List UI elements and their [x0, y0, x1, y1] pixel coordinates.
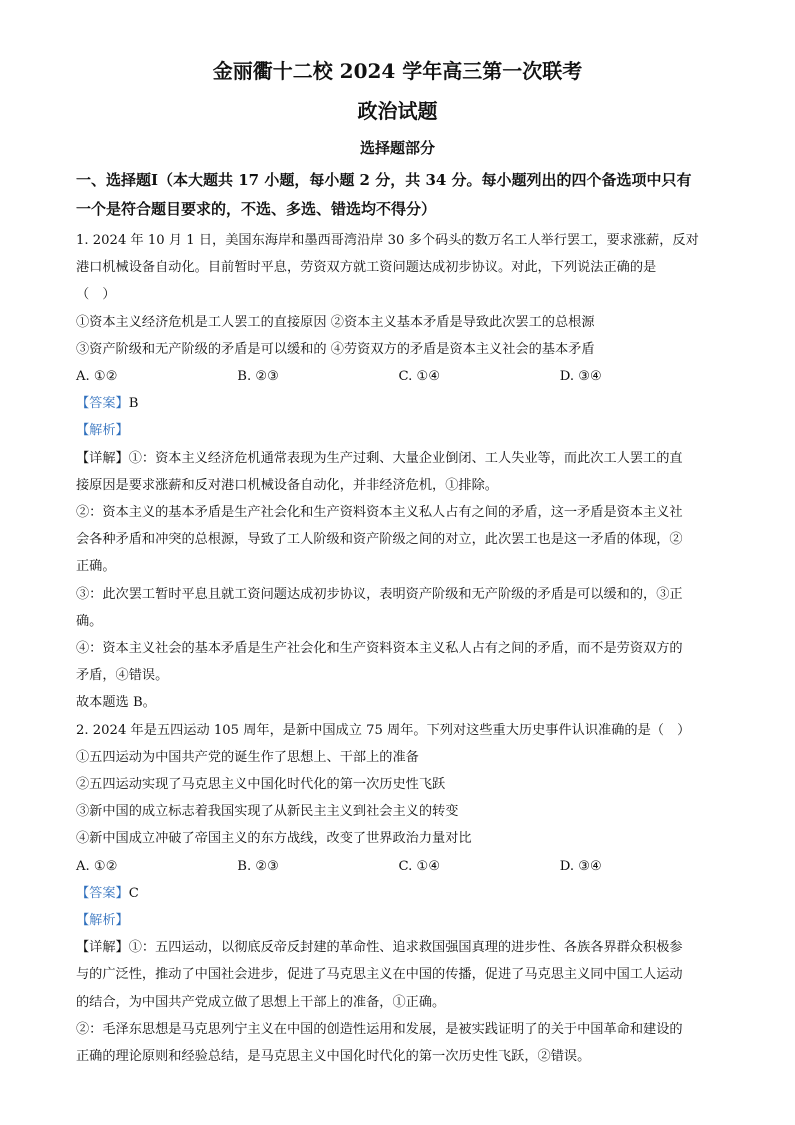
- q2-statement-1: ①五四运动为中国共产党的诞生作了思想上、干部上的准备: [76, 749, 419, 765]
- q2-detail-1b: 与的广泛性，推动了中国社会进步，促进了马克思主义在中国的传播，促进了马克思主义同中国工人运动: [76, 967, 683, 983]
- q1-option-a: A. ①②: [76, 369, 118, 385]
- q1-statements-line2: ③资产阶级和无产阶级的矛盾是可以缓和的 ④劳资双方的矛盾是资本主义社会的基本矛盾: [76, 341, 595, 357]
- q2-options: [76, 853, 721, 880]
- q2-option-d: D. ③④: [559, 858, 602, 874]
- q1-stem-line1: 1. 2024 年 10 月 1 日，美国东海岸和墨西哥湾沿岸 30 多个码头的数万名工人举行罢工，要求涨薪，反对: [76, 233, 699, 248]
- q1-detail-3a: ③：此次罢工暂时平息且就工资问题达成初步协议，表明资产阶级和无产阶级的矛盾是可以缓和的，③正: [76, 586, 683, 602]
- detail-label: 【详解】: [76, 450, 129, 466]
- answer-value: C: [128, 885, 139, 901]
- q2-option-b: B. ②③: [237, 858, 279, 874]
- q1-detail-1a: [76, 445, 721, 472]
- answer-label: 【答案】: [76, 396, 129, 412]
- q1-option-c: C. ①④: [398, 369, 441, 385]
- q1-stem-line3: （ ）: [76, 287, 116, 303]
- q1-option-d: D. ③④: [559, 369, 602, 385]
- q1-detail-2c: 正确。: [76, 559, 116, 575]
- q1-option-b: B. ②③: [237, 369, 279, 385]
- q1-statements-line1: ①资本主义经济危机是工人罢工的直接原因 ②资本主义基本矛盾是导致此次罢工的总根源: [76, 314, 595, 330]
- q2-option-a: A. ①②: [76, 858, 118, 874]
- q1-answer: [76, 390, 721, 417]
- detail-text: ①：资本主义经济危机通常表现为生产过剩、大量企业倒闭、工人失业等，而此次工人罢工的直: [128, 450, 683, 466]
- document-body: [76, 166, 721, 1070]
- page-subtitle: 政治试题: [357, 99, 438, 123]
- part-heading-line2: 一个是符合题目要求的，不选、多选、错选均不得分）: [76, 200, 437, 218]
- q2-stem-line1: 2. 2024 年是五四运动 105 周年，是新中国成立 75 周年。下列对这些重大历史事件认识准确的是（ ）: [76, 722, 691, 738]
- q2-answer: [76, 880, 721, 907]
- q1-detail-2b: 会各种矛盾和冲突的总根源，导致了工人阶级和资产阶级之间的对立，此次罢工也是这一矛盾的体现，②: [76, 532, 683, 548]
- q1-conclusion: 故本题选 B。: [76, 695, 156, 711]
- q1-options: [76, 363, 721, 390]
- q1-detail-1b: 接原因是要求涨薪和反对港口机械设备自动化，并非经济危机，①排除。: [76, 477, 498, 493]
- q2-statement-4: ④新中国成立冲破了帝国主义的东方战线，改变了世界政治力量对比: [76, 831, 472, 847]
- q1-detail-4a: ④：资本主义社会的基本矛盾是生产社会化和生产资料资本主义私人占有之间的矛盾，而不是劳资双方的: [76, 641, 683, 657]
- detail-label: 【详解】: [76, 940, 129, 956]
- q2-detail-2b: 正确的理论原则和经验总结，是马克思主义中国化时代化的第一次历史性飞跃，②错误。: [76, 1049, 591, 1065]
- q2-analysis-label: 【解析】: [76, 913, 129, 929]
- q2-detail-1a: [76, 934, 721, 961]
- q2-detail-1c: 的结合，为中国共产党成立做了思想上干部上的准备，①正确。: [76, 994, 446, 1010]
- q2-statement-3: ③新中国的成立标志着我国实现了从新民主主义到社会主义的转变: [76, 804, 459, 820]
- page-title: 金丽衢十二校 2024 学年高三第一次联考: [212, 59, 583, 83]
- q2-option-c: C. ①④: [398, 858, 441, 874]
- answer-label: 【答案】: [76, 885, 129, 901]
- q1-analysis-label: 【解析】: [76, 423, 129, 439]
- q1-stem-line2: 港口机械设备自动化。目前暂时平息，劳资双方就工资问题达成初步协议。对此，下列说法正确的是: [76, 260, 657, 276]
- part-heading-line1: 一、选择题Ⅰ（本大题共 17 小题，每小题 2 分，共 34 分。每小题列出的四个备选项中只有: [76, 171, 692, 189]
- q2-statement-2: ②五四运动实现了马克思主义中国化时代化的第一次历史性飞跃: [76, 777, 446, 793]
- q1-detail-2a: ②：资本主义的基本矛盾是生产社会化和生产资料资本主义私人占有之间的矛盾，这一矛盾是资本主义社: [76, 505, 683, 521]
- q2-detail-2a: ②：毛泽东思想是马克思列宁主义在中国的创造性运用和发展，是被实践证明了的关于中国革命和建设的: [76, 1021, 683, 1037]
- answer-value: B: [128, 396, 139, 412]
- q1-detail-3b: 确。: [76, 613, 103, 629]
- section-title: 选择题部分: [359, 139, 435, 157]
- detail-text: ①：五四运动，以彻底反帝反封建的革命性、追求救国强国真理的进步性、各族各界群众积极参: [128, 940, 683, 956]
- q1-detail-4b: 矛盾，④错误。: [76, 668, 169, 684]
